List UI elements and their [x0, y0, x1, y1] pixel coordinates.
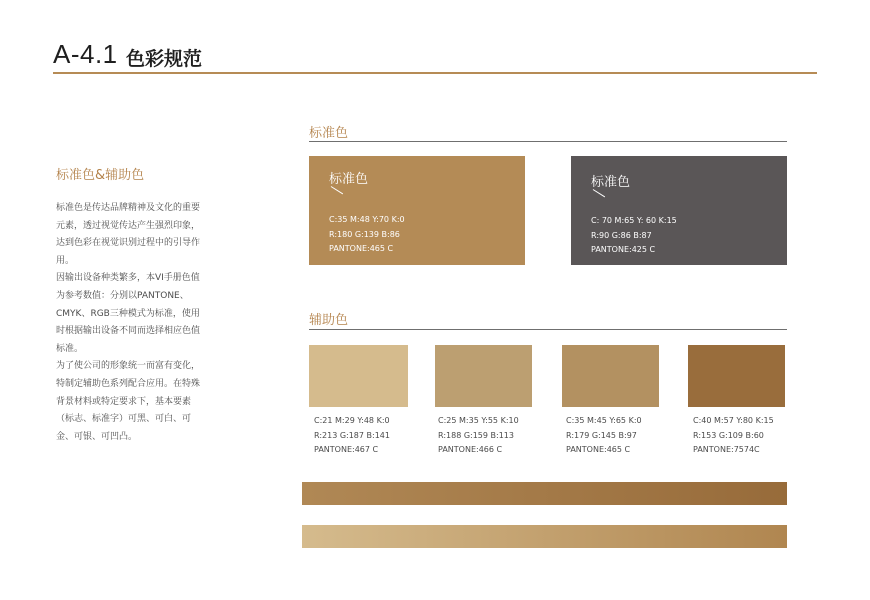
auxiliary-swatch-values	[566, 414, 642, 458]
standard-color-swatch-gray	[571, 156, 787, 265]
swatch-values	[591, 214, 677, 258]
swatch-rgb: R:180 G:139 B:86	[329, 229, 400, 239]
description-line: 达到色彩在视觉识别过程中的引导作	[56, 238, 201, 249]
description-line: 为参考数值：分别以PANTONE、	[56, 290, 189, 301]
gradient-bar-light	[302, 525, 787, 548]
swatch-pantone: PANTONE:7574C	[693, 445, 760, 454]
standard-color-divider	[309, 141, 787, 142]
swatch-pantone: PANTONE:465 C	[566, 445, 631, 454]
swatch-name: 标准色	[591, 175, 631, 190]
auxiliary-color-swatch	[309, 345, 408, 407]
swatch-rgb: R:153 G:109 B:60	[693, 430, 764, 440]
swatch-cmyk: C:21 M:29 Y:48 K:0	[314, 416, 390, 425]
page-title: 色彩规范	[126, 48, 203, 70]
standard-color-title: 标准色	[309, 126, 349, 141]
standard-color-swatch-gold	[309, 156, 525, 265]
swatch-cmyk: C:35 M:48 Y:70 K:0	[329, 215, 405, 224]
auxiliary-swatch-values	[693, 414, 774, 458]
swatch-cmyk: C:40 M:57 Y:80 K:15	[693, 416, 774, 425]
description-line: 用。	[56, 255, 75, 266]
auxiliary-swatch-values	[438, 414, 519, 458]
slash-mark	[593, 189, 605, 197]
swatch-pantone: PANTONE:465 C	[329, 244, 394, 253]
auxiliary-color-title: 辅助色	[309, 313, 349, 328]
swatch-cmyk: C: 70 M:65 Y: 60 K:15	[591, 216, 677, 225]
swatch-rgb: R:213 G:187 B:141	[314, 430, 390, 440]
description-line: 元素，透过视觉传达产生强烈印象，	[56, 220, 201, 231]
auxiliary-color-divider	[309, 329, 787, 330]
auxiliary-color-swatch	[562, 345, 659, 407]
description-line: 背景材料或特定要求下，基本要素	[56, 396, 192, 407]
description-line: （标志、标准字）可黑、可白、可	[56, 414, 192, 425]
page-code: A-4.1	[53, 39, 118, 69]
description-line: 标准。	[56, 343, 84, 354]
swatch-rgb: R:179 G:145 B:97	[566, 430, 637, 440]
description-line: 标准色是传达品牌精神及文化的重要	[56, 203, 201, 213]
auxiliary-color-swatch	[688, 345, 785, 407]
section-heading-standard-auxiliary: 标准色&辅助色	[56, 168, 145, 183]
description-line: 金、可银、可凹凸。	[56, 431, 138, 442]
gradient-bar-dark	[302, 482, 787, 505]
swatch-cmyk: C:25 M:35 Y:55 K:10	[438, 416, 519, 425]
auxiliary-color-swatch	[435, 345, 532, 407]
swatch-name: 标准色	[329, 172, 369, 187]
swatch-rgb: R:188 G:159 B:113	[438, 430, 514, 440]
swatch-values	[329, 213, 405, 257]
swatch-pantone: PANTONE:466 C	[438, 445, 503, 454]
header-divider	[53, 72, 817, 74]
swatch-pantone: PANTONE:425 C	[591, 245, 656, 254]
description-line: 为了使公司的形象统一而富有变化，	[56, 361, 201, 372]
description-line: 因输出设备种类繁多，本VI手册色值	[56, 273, 200, 284]
auxiliary-swatch-values	[314, 414, 390, 458]
swatch-rgb: R:90 G:86 B:87	[591, 230, 652, 240]
slash-mark	[331, 186, 343, 194]
description-text	[56, 200, 206, 446]
description-line: 时根据输出设备不同而选择相应色值	[56, 326, 201, 337]
description-line: CMYK、RGB三种模式为标准，使用	[56, 308, 200, 319]
swatch-pantone: PANTONE:467 C	[314, 445, 379, 454]
description-line: 特制定辅助色系列配合应用。在特殊	[56, 378, 201, 389]
swatch-cmyk: C:35 M:45 Y:65 K:0	[566, 416, 642, 425]
